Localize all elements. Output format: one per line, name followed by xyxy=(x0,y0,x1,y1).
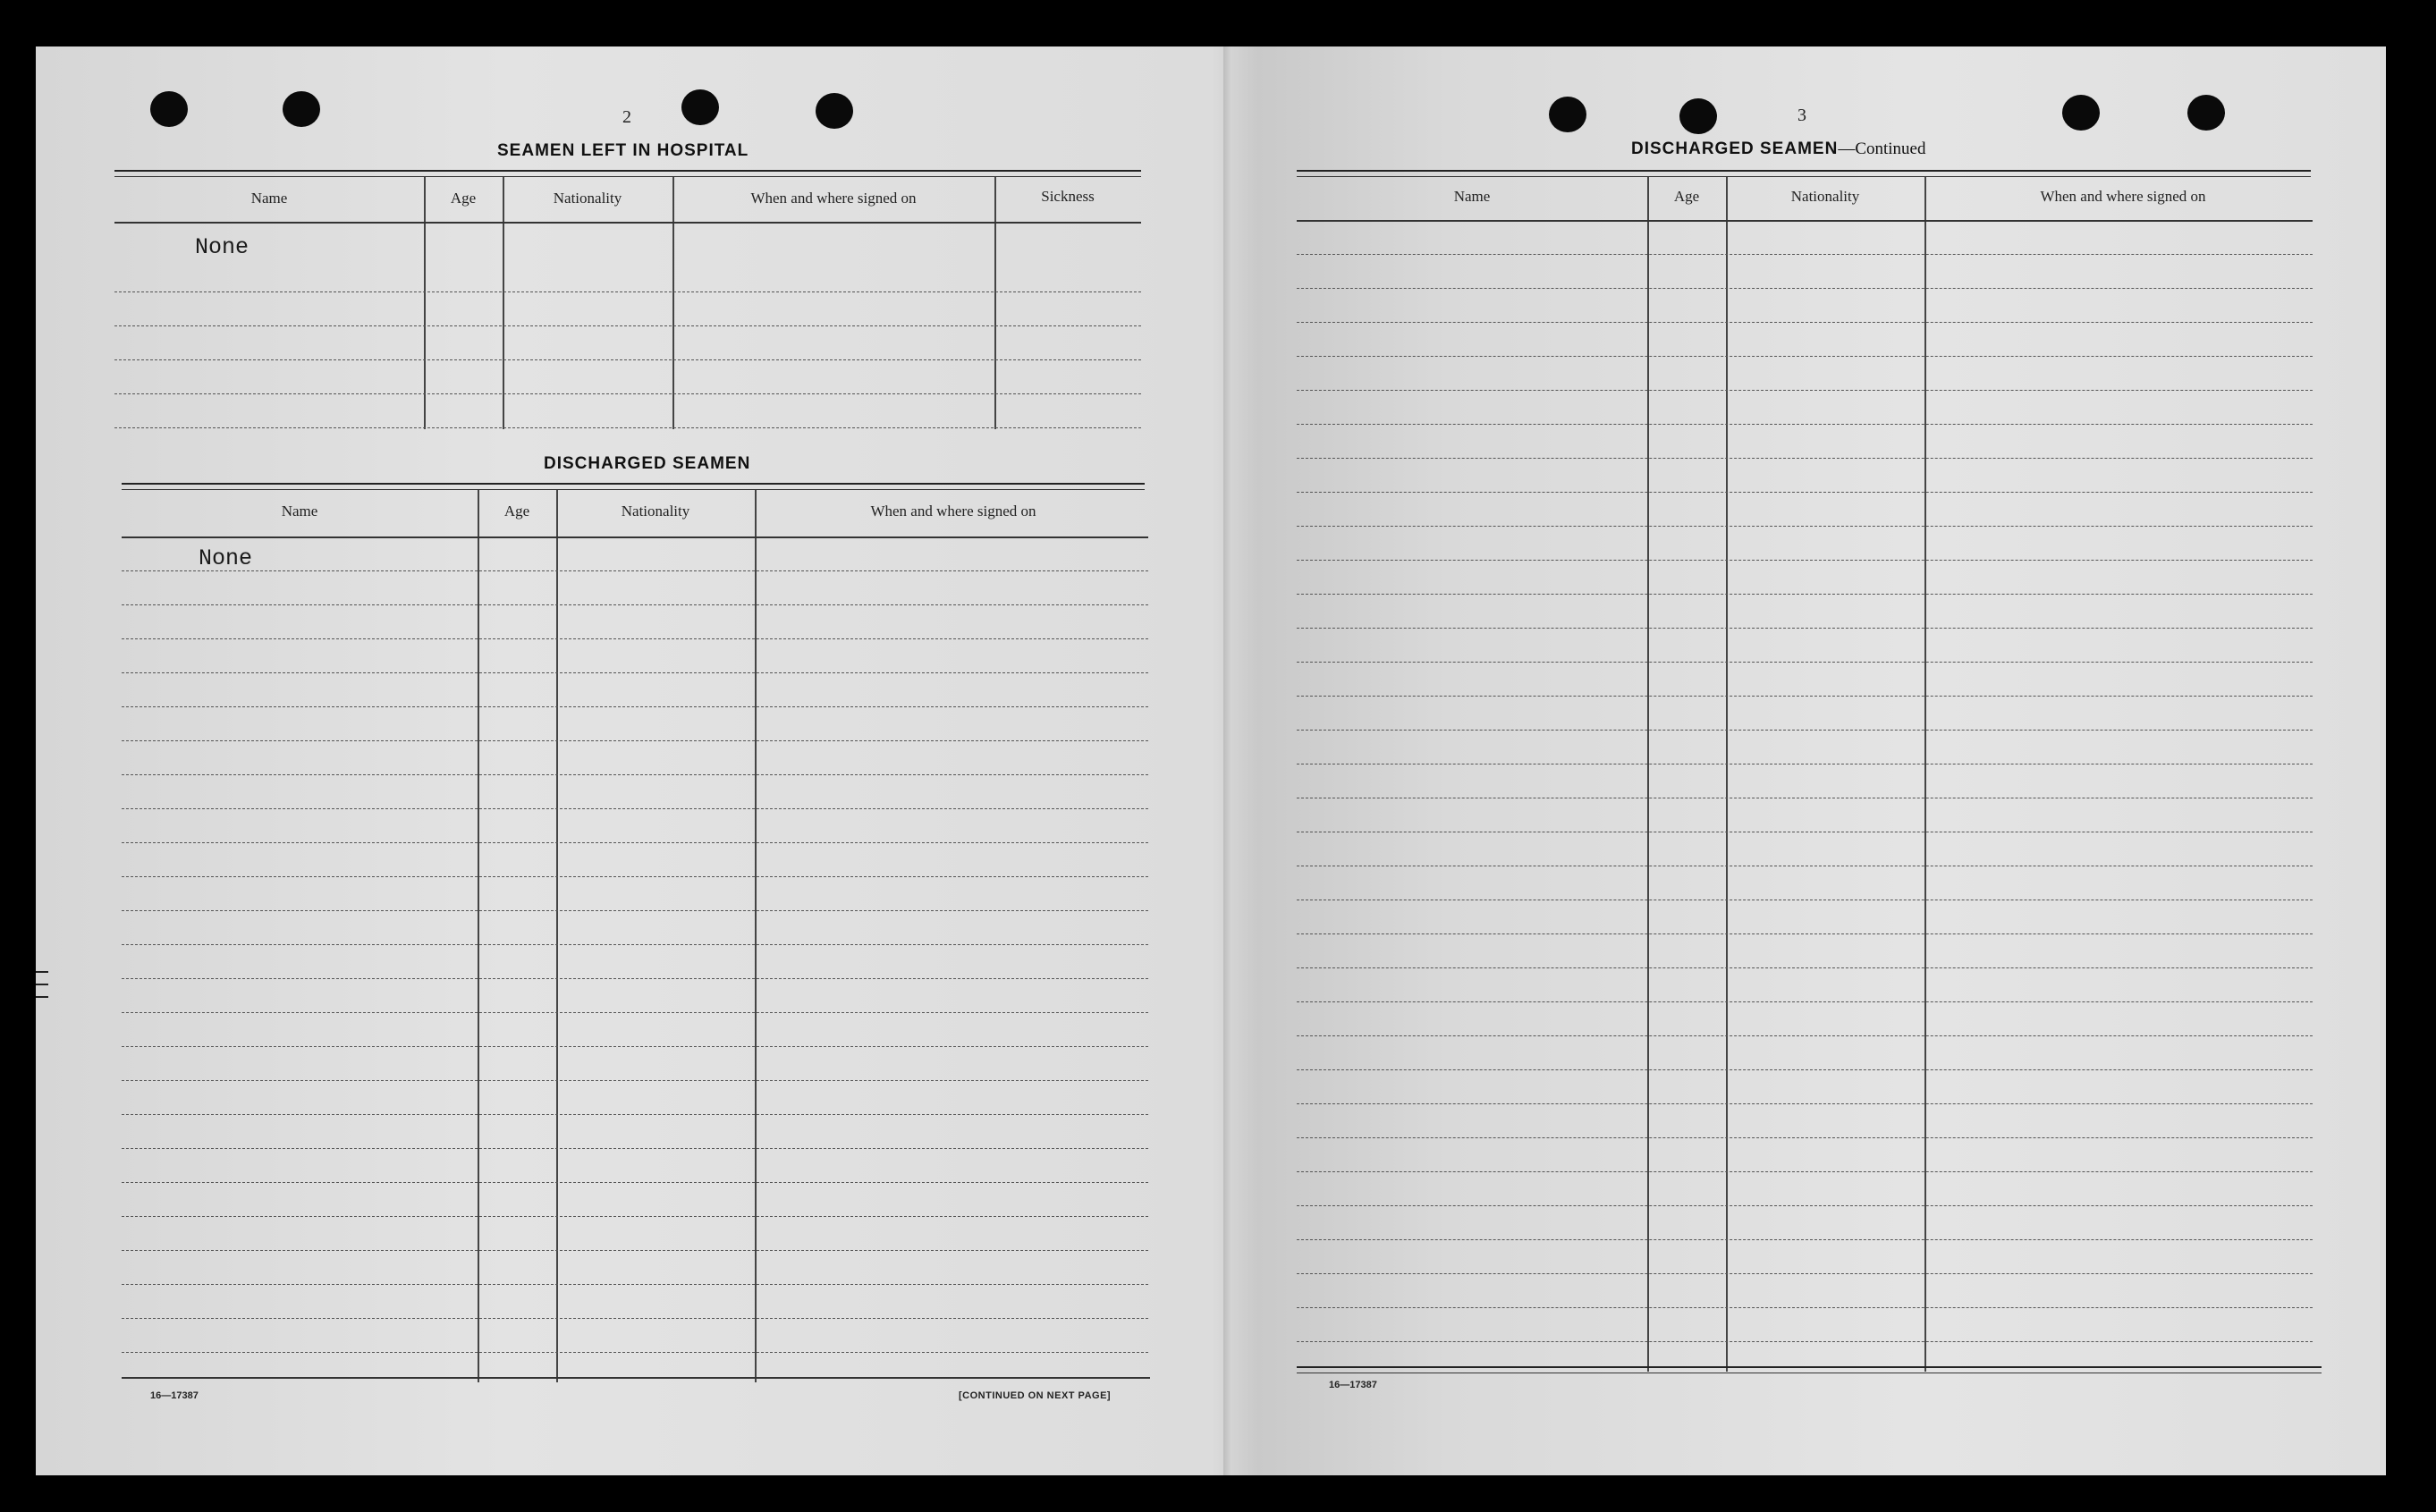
hospital-col-sickness: Sickness xyxy=(1041,188,1095,205)
discharged-col-nationality: Nationality xyxy=(621,503,690,519)
punch-hole xyxy=(150,91,188,127)
punch-hole xyxy=(681,89,719,125)
hospital-top-rule xyxy=(114,170,1141,177)
form-code-left: 16—17387 xyxy=(150,1390,199,1401)
edge-mark xyxy=(36,971,48,973)
punch-hole xyxy=(1679,98,1717,134)
hospital-col-name: Name xyxy=(250,190,288,207)
hospital-section-title: SEAMEN LEFT IN HOSPITAL xyxy=(497,141,749,160)
discharged-continued-title xyxy=(1631,139,1925,159)
hospital-entry-name: None xyxy=(195,234,250,260)
continued-note: [CONTINUED ON NEXT PAGE] xyxy=(959,1390,1112,1401)
discharged-table-left xyxy=(122,490,1152,1384)
page-number-left: 2 xyxy=(622,107,631,127)
discharged-continued-title-main: DISCHARGED SEAMEN xyxy=(1631,139,1839,158)
right-col-nationality: Nationality xyxy=(1790,188,1860,205)
punch-hole xyxy=(2187,95,2225,131)
right-col-name: Name xyxy=(1453,188,1491,205)
page-number-right: 3 xyxy=(1797,106,1806,125)
discharged-entry-name: None xyxy=(199,545,253,571)
right-top-rule xyxy=(1297,170,2311,177)
punch-hole xyxy=(283,91,320,127)
hospital-table xyxy=(114,177,1141,431)
edge-mark xyxy=(36,996,48,998)
edge-mark xyxy=(36,984,48,985)
punch-hole xyxy=(2062,95,2100,131)
punch-hole xyxy=(1549,97,1586,132)
discharged-continued-title-suffix: —Continued xyxy=(1838,139,1926,158)
discharged-col-age: Age xyxy=(503,503,530,519)
right-col-age: Age xyxy=(1673,188,1700,205)
punch-hole xyxy=(816,93,853,129)
hospital-col-signed-on: When and where signed on xyxy=(750,190,917,207)
discharged-section-title: DISCHARGED SEAMEN xyxy=(544,454,751,473)
form-code-right: 16—17387 xyxy=(1329,1380,1377,1390)
discharged-table-right xyxy=(1297,177,2322,1375)
discharged-top-rule xyxy=(122,483,1145,490)
discharged-col-name: Name xyxy=(281,503,318,519)
hospital-col-age: Age xyxy=(450,190,477,207)
right-col-signed-on: When and where signed on xyxy=(2040,188,2206,205)
discharged-col-signed-on: When and where signed on xyxy=(870,503,1036,519)
page-fold xyxy=(1223,46,1231,1475)
hospital-col-nationality: Nationality xyxy=(553,190,622,207)
